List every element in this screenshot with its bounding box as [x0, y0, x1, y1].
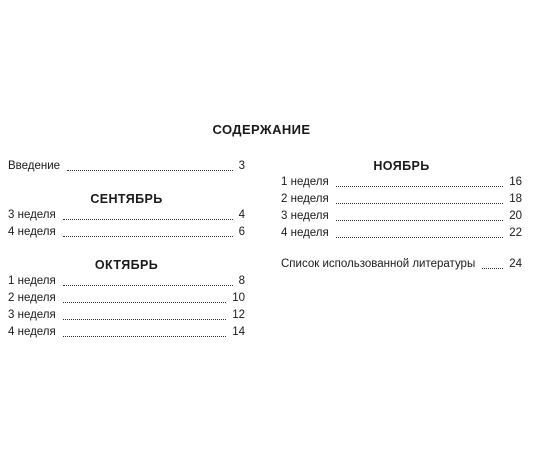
dot-leader — [63, 236, 233, 237]
toc-page-number: 20 — [509, 210, 522, 222]
toc-entry[interactable] — [281, 208, 522, 225]
toc-entry[interactable] — [8, 224, 245, 241]
toc-entry[interactable] — [281, 174, 522, 191]
toc-page-number: 24 — [509, 258, 522, 270]
toc-page-number: 22 — [509, 227, 522, 239]
dot-leader — [336, 220, 503, 221]
toc-entry[interactable] — [8, 324, 245, 341]
contents-title: СОДЕРЖАНИЕ — [212, 122, 311, 137]
toc-entry-label: 2 неделя — [281, 193, 329, 205]
toc-entry-label: Введение — [8, 160, 61, 172]
toc-entry[interactable] — [8, 273, 245, 290]
dot-leader — [336, 237, 503, 238]
toc-entry-label: 3 неделя — [8, 309, 56, 321]
toc-entry-label: 3 неделя — [8, 209, 56, 221]
toc-entry-label: Список использованной литературы — [281, 258, 476, 270]
contents-right-column — [281, 158, 522, 273]
toc-entry-label: 4 неделя — [8, 226, 56, 238]
toc-entry-label: 4 неделя — [281, 227, 329, 239]
toc-entry[interactable] — [281, 191, 522, 208]
toc-entry[interactable] — [8, 307, 245, 324]
dot-leader — [63, 285, 233, 286]
dot-leader — [67, 170, 233, 171]
toc-page-number: 10 — [232, 292, 245, 304]
toc-page-number: 4 — [238, 209, 245, 221]
dot-leader — [63, 219, 233, 220]
toc-entry-label: 3 неделя — [281, 210, 329, 222]
toc-entry-label: 4 неделя — [8, 326, 56, 338]
dot-leader — [482, 268, 503, 269]
toc-page-number: 8 — [238, 275, 245, 287]
section-heading-november: НОЯБРЬ — [373, 159, 430, 173]
toc-page-number: 6 — [238, 226, 245, 238]
toc-entry-intro[interactable] — [8, 158, 245, 175]
toc-entry-references[interactable] — [281, 256, 522, 273]
toc-page-number: 12 — [232, 309, 245, 321]
toc-entry[interactable] — [8, 207, 245, 224]
dot-leader — [63, 302, 226, 303]
contents-left-column — [8, 158, 245, 341]
toc-page-number: 14 — [232, 326, 245, 338]
toc-entry-label: 1 неделя — [281, 176, 329, 188]
toc-entry-label: 2 неделя — [8, 292, 56, 304]
toc-entry-label: 1 неделя — [8, 275, 56, 287]
dot-leader — [63, 319, 226, 320]
section-heading-october: ОКТЯБРЬ — [94, 258, 159, 272]
toc-page-number: 3 — [238, 160, 245, 172]
toc-entry[interactable] — [281, 225, 522, 242]
dot-leader — [63, 336, 226, 337]
toc-entry[interactable] — [8, 290, 245, 307]
toc-page-number: 18 — [509, 193, 522, 205]
section-heading-september: СЕНТЯБРЬ — [90, 192, 163, 206]
dot-leader — [336, 203, 503, 204]
dot-leader — [336, 186, 503, 187]
toc-page-number: 16 — [509, 176, 522, 188]
